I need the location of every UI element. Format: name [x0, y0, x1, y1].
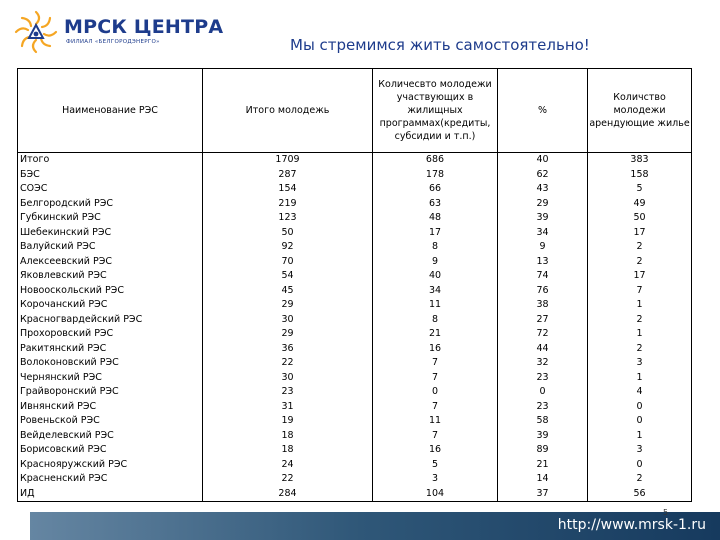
total-youth-cell: 23 [203, 385, 373, 400]
table-header-row [18, 69, 692, 153]
housing-programs-cell: 3 [373, 472, 498, 487]
res-name-cell: БЭС [18, 168, 203, 183]
table-row [18, 284, 692, 299]
total-youth-cell: 219 [203, 197, 373, 212]
renting-cell: 17 [588, 269, 692, 284]
housing-programs-cell: 34 [373, 284, 498, 299]
housing-programs-cell: 686 [373, 153, 498, 168]
table-row [18, 226, 692, 241]
table-row [18, 211, 692, 226]
footer-accent [0, 512, 30, 540]
housing-programs-cell: 0 [373, 385, 498, 400]
renting-cell: 4 [588, 385, 692, 400]
percent-cell: 39 [498, 429, 588, 444]
housing-programs-cell: 8 [373, 240, 498, 255]
renting-cell: 50 [588, 211, 692, 226]
page-title: Мы стремимся жить самостоятельно! [290, 36, 590, 54]
renting-cell: 1 [588, 298, 692, 313]
housing-programs-cell: 17 [373, 226, 498, 241]
housing-programs-cell: 16 [373, 342, 498, 357]
res-name-cell: Чернянский РЭС [18, 371, 203, 386]
table-body [18, 153, 692, 502]
sun-emblem-icon [12, 8, 60, 56]
percent-cell: 0 [498, 385, 588, 400]
res-name-cell: Ракитянский РЭС [18, 342, 203, 357]
total-youth-cell: 54 [203, 269, 373, 284]
housing-programs-cell: 178 [373, 168, 498, 183]
percent-cell: 29 [498, 197, 588, 212]
renting-cell: 1 [588, 327, 692, 342]
res-name-cell: СОЭС [18, 182, 203, 197]
renting-cell: 383 [588, 153, 692, 168]
housing-programs-cell: 5 [373, 458, 498, 473]
housing-programs-cell: 7 [373, 400, 498, 415]
total-youth-cell: 29 [203, 298, 373, 313]
res-name-cell: Новооскольский РЭС [18, 284, 203, 299]
res-name-cell: Ровеньской РЭС [18, 414, 203, 429]
percent-cell: 43 [498, 182, 588, 197]
total-youth-cell: 287 [203, 168, 373, 183]
percent-cell: 27 [498, 313, 588, 328]
table-row [18, 472, 692, 487]
table-row [18, 443, 692, 458]
housing-programs-cell: 48 [373, 211, 498, 226]
column-header-res-name: Наименование РЭС [18, 69, 203, 153]
table-row [18, 356, 692, 371]
renting-cell: 0 [588, 400, 692, 415]
housing-programs-cell: 11 [373, 298, 498, 313]
table-row [18, 342, 692, 357]
percent-cell: 40 [498, 153, 588, 168]
table-row [18, 168, 692, 183]
total-youth-cell: 24 [203, 458, 373, 473]
res-name-cell: Алексеевский РЭС [18, 255, 203, 270]
table-row [18, 371, 692, 386]
total-youth-cell: 92 [203, 240, 373, 255]
column-header-housing-programs: Количесвто молодежи участвующих в жилищных программах(кредиты, субсидии и т.п.) [373, 69, 498, 153]
table-row [18, 240, 692, 255]
company-logo [12, 8, 224, 56]
res-name-cell: Яковлевский РЭС [18, 269, 203, 284]
res-name-cell: Красненский РЭС [18, 472, 203, 487]
total-youth-cell: 18 [203, 443, 373, 458]
total-youth-cell: 30 [203, 313, 373, 328]
column-header-total-youth: Итого молодежь [203, 69, 373, 153]
renting-cell: 2 [588, 240, 692, 255]
total-youth-cell: 50 [203, 226, 373, 241]
housing-programs-cell: 9 [373, 255, 498, 270]
res-name-cell: Ивнянский РЭС [18, 400, 203, 415]
percent-cell: 58 [498, 414, 588, 429]
res-name-cell: Грайворонский РЭС [18, 385, 203, 400]
total-youth-cell: 1709 [203, 153, 373, 168]
total-youth-cell: 36 [203, 342, 373, 357]
percent-cell: 34 [498, 226, 588, 241]
column-header-percent: % [498, 69, 588, 153]
res-name-cell: Краснояружский РЭС [18, 458, 203, 473]
renting-cell: 3 [588, 356, 692, 371]
table-row [18, 400, 692, 415]
column-header-renting: Количство молодежи арендующие жилье [588, 69, 692, 153]
housing-programs-cell: 7 [373, 356, 498, 371]
percent-cell: 9 [498, 240, 588, 255]
percent-cell: 14 [498, 472, 588, 487]
res-name-cell: Шебекинский РЭС [18, 226, 203, 241]
renting-cell: 2 [588, 342, 692, 357]
table-row [18, 197, 692, 212]
res-name-cell: Итого [18, 153, 203, 168]
res-name-cell: Валуйский РЭС [18, 240, 203, 255]
percent-cell: 62 [498, 168, 588, 183]
housing-programs-cell: 104 [373, 487, 498, 502]
renting-cell: 49 [588, 197, 692, 212]
page-number: 5 [663, 508, 669, 517]
renting-cell: 2 [588, 255, 692, 270]
renting-cell: 158 [588, 168, 692, 183]
table-row [18, 255, 692, 270]
housing-programs-cell: 21 [373, 327, 498, 342]
res-name-cell: Губкинский РЭС [18, 211, 203, 226]
housing-programs-cell: 7 [373, 429, 498, 444]
housing-programs-cell: 8 [373, 313, 498, 328]
total-youth-cell: 19 [203, 414, 373, 429]
total-youth-cell: 22 [203, 472, 373, 487]
res-name-cell: Корочанский РЭС [18, 298, 203, 313]
housing-programs-cell: 16 [373, 443, 498, 458]
res-name-cell: Красногвардейский РЭС [18, 313, 203, 328]
total-youth-cell: 18 [203, 429, 373, 444]
renting-cell: 0 [588, 414, 692, 429]
table-row [18, 458, 692, 473]
table-row [18, 269, 692, 284]
renting-cell: 17 [588, 226, 692, 241]
total-youth-cell: 29 [203, 327, 373, 342]
housing-programs-cell: 7 [373, 371, 498, 386]
percent-cell: 72 [498, 327, 588, 342]
table-row [18, 327, 692, 342]
total-youth-cell: 30 [203, 371, 373, 386]
renting-cell: 7 [588, 284, 692, 299]
percent-cell: 23 [498, 371, 588, 386]
total-youth-cell: 45 [203, 284, 373, 299]
housing-programs-cell: 66 [373, 182, 498, 197]
percent-cell: 74 [498, 269, 588, 284]
total-youth-cell: 70 [203, 255, 373, 270]
logo-title: МРСК ЦЕНТРА [64, 16, 224, 38]
renting-cell: 0 [588, 458, 692, 473]
table-row [18, 298, 692, 313]
table-row [18, 487, 692, 502]
total-youth-cell: 31 [203, 400, 373, 415]
youth-housing-table [17, 68, 691, 502]
table-row [18, 153, 692, 168]
housing-programs-cell: 63 [373, 197, 498, 212]
percent-cell: 32 [498, 356, 588, 371]
renting-cell: 5 [588, 182, 692, 197]
percent-cell: 39 [498, 211, 588, 226]
res-name-cell: Волоконовский РЭС [18, 356, 203, 371]
renting-cell: 2 [588, 313, 692, 328]
table-row [18, 182, 692, 197]
percent-cell: 23 [498, 400, 588, 415]
renting-cell: 1 [588, 371, 692, 386]
percent-cell: 37 [498, 487, 588, 502]
table-row [18, 429, 692, 444]
percent-cell: 21 [498, 458, 588, 473]
percent-cell: 76 [498, 284, 588, 299]
percent-cell: 44 [498, 342, 588, 357]
footer-url: http://www.mrsk-1.ru [557, 517, 706, 533]
logo-subtitle: ФИЛИАЛ «БЕЛГОРОДЭНЕРГО» [66, 39, 160, 45]
res-name-cell: ИД [18, 487, 203, 502]
res-name-cell: Белгородский РЭС [18, 197, 203, 212]
table-row [18, 313, 692, 328]
total-youth-cell: 154 [203, 182, 373, 197]
table-row [18, 385, 692, 400]
housing-programs-cell: 40 [373, 269, 498, 284]
renting-cell: 2 [588, 472, 692, 487]
housing-programs-cell: 11 [373, 414, 498, 429]
res-name-cell: Прохоровский РЭС [18, 327, 203, 342]
renting-cell: 3 [588, 443, 692, 458]
total-youth-cell: 22 [203, 356, 373, 371]
renting-cell: 1 [588, 429, 692, 444]
percent-cell: 89 [498, 443, 588, 458]
table-row [18, 414, 692, 429]
percent-cell: 38 [498, 298, 588, 313]
total-youth-cell: 284 [203, 487, 373, 502]
res-name-cell: Вейделевский РЭС [18, 429, 203, 444]
renting-cell: 56 [588, 487, 692, 502]
percent-cell: 13 [498, 255, 588, 270]
total-youth-cell: 123 [203, 211, 373, 226]
res-name-cell: Борисовский РЭС [18, 443, 203, 458]
